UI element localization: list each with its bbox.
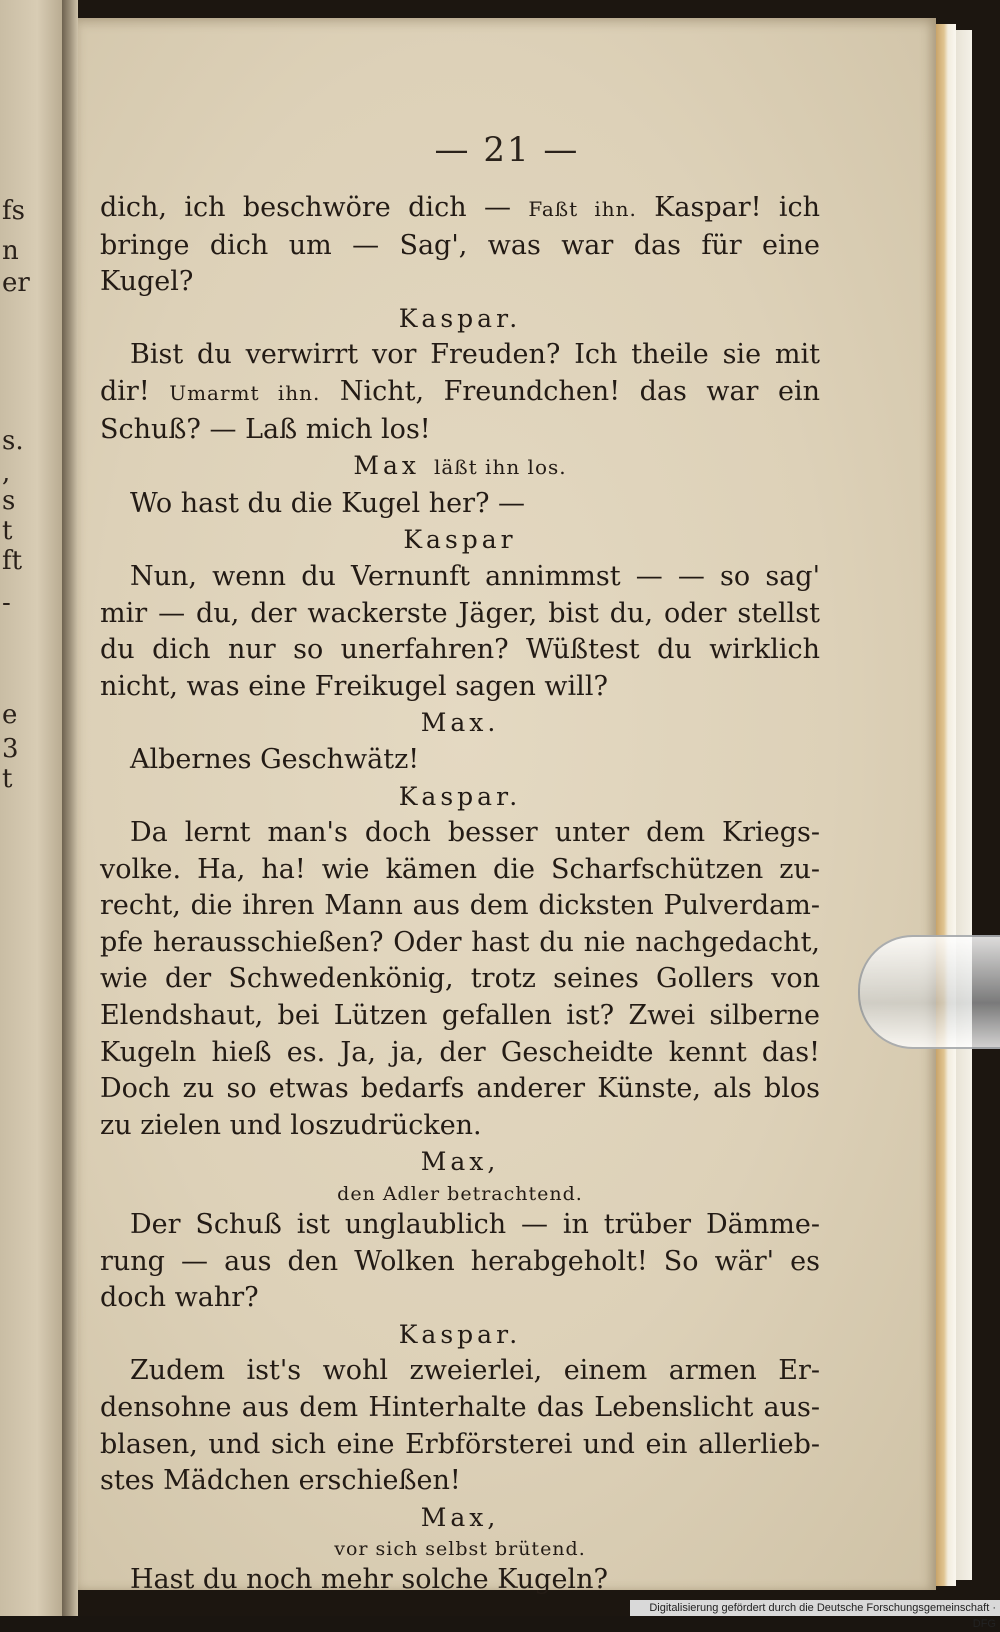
text-line: [100, 228, 820, 265]
text-line: [100, 815, 820, 852]
page-edge-stack: [956, 30, 972, 1580]
speaker-name: [100, 779, 820, 816]
text-line: [100, 374, 820, 412]
line-text: Elendshaut, bei Lützen gefallen ist? Zwei silberne: [100, 1000, 820, 1032]
line-text: Hast du noch mehr solche Kugeln?: [130, 1564, 608, 1596]
line-text: blasen, und sich eine Erbförsterei und ein allerlieb-: [100, 1428, 820, 1460]
left-page-text-fragment: e: [2, 700, 18, 730]
text-line: [100, 1035, 820, 1072]
speaker-label: Max: [353, 451, 420, 481]
speaker-name: [100, 301, 820, 338]
left-page-text-fragment: n: [2, 236, 19, 266]
text-line: [100, 337, 820, 374]
line-text: du dich nur so unerfahren? Wüßtest du wirklich: [100, 634, 820, 666]
text-line: [100, 1562, 820, 1599]
digitization-credit: Digitalisierung gefördert durch die Deutsche Forschungsgemeinschaft · DFG: [630, 1600, 1000, 1616]
stage-direction: den Adler betrachtend.: [337, 1183, 583, 1206]
left-page-text-fragment: ,: [2, 458, 11, 488]
text-line: [100, 190, 820, 228]
speaker-name: [100, 1317, 820, 1354]
line-text: nicht, was eine Freikugel sagen will?: [100, 670, 608, 702]
line-text: Kaspar! ich: [636, 192, 820, 223]
text-line: [100, 1108, 820, 1145]
text-line: [100, 1280, 820, 1317]
speaker-label: Kaspar: [403, 525, 517, 555]
stage-direction: vor sich selbst brütend.: [334, 1538, 586, 1561]
line-text: wie der Schwedenkönig, trotz seines Gollers von: [100, 963, 820, 995]
line-text: Albernes Geschwätz!: [130, 743, 420, 775]
text-line: [100, 925, 820, 962]
text-line: [100, 486, 820, 523]
text-line: [100, 1353, 820, 1390]
stage-direction: Faßt ihn.: [528, 197, 637, 221]
line-text: doch wahr?: [100, 1282, 259, 1314]
text-line: [100, 852, 820, 889]
speaker-label: Max.: [420, 708, 500, 738]
line-text: dich, ich beschwöre dich —: [100, 192, 529, 223]
line-text: stes Mädchen erschießen!: [100, 1465, 461, 1497]
left-page-text-fragment: 3: [2, 734, 19, 764]
line-text: Nicht, Freundchen! das war ein: [320, 375, 820, 407]
speaker-name: [100, 448, 820, 486]
text-line: [100, 961, 820, 998]
text-line: [100, 1244, 820, 1281]
speaker-name: [100, 1144, 820, 1181]
page-edge: [936, 24, 956, 1586]
speaker-name: [100, 705, 820, 742]
line-text: pfe herausschießen? Oder hast du nie nachgedacht,: [100, 926, 820, 958]
text-line: [100, 669, 820, 706]
left-page-text-fragment: fs: [2, 196, 25, 226]
page-text: [100, 190, 820, 1599]
stage-direction: läßt ihn los.: [433, 455, 567, 480]
line-text: Schuß? — Laß mich los!: [100, 413, 431, 445]
left-page-text-fragment: t: [2, 516, 13, 546]
line-text: Wo hast du die Kugel her? —: [130, 487, 526, 519]
line-text: Zudem ist's wohl zweierlei, einem armen Er-: [130, 1355, 820, 1387]
line-text: Kugel?: [100, 266, 194, 298]
text-line: [100, 596, 820, 633]
line-text: zu zielen und loszudrücken.: [100, 1109, 482, 1141]
text-line: [100, 264, 820, 301]
speaker-label: Kaspar.: [398, 303, 522, 333]
text-line: [100, 632, 820, 669]
text-line: [100, 1427, 820, 1464]
speaker-label: Kaspar.: [398, 781, 522, 811]
left-page-fragment: [0, 0, 62, 1616]
text-line: [100, 1071, 820, 1108]
text-line: [100, 559, 820, 596]
line-text: densohne aus dem Hinterhalte das Lebenslicht aus-: [100, 1392, 820, 1423]
line-text: Doch zu so etwas bedarfs anderer Künste, als blos: [100, 1073, 820, 1105]
text-line: [100, 1390, 820, 1427]
line-text: volke. Ha, ha! wie kämen die Scharfschützen zu-: [100, 853, 820, 885]
book-clip: [858, 935, 1000, 1049]
line-text: bringe dich um — Sag', was war das für eine: [100, 229, 820, 261]
speaker-label: Kaspar.: [398, 1319, 522, 1349]
left-page-text-fragment: -: [2, 588, 11, 618]
stage-direction: Umarmt ihn.: [169, 380, 321, 405]
speaker-label: Max,: [420, 1502, 500, 1532]
book-gutter: [62, 0, 78, 1616]
line-text: Bist du verwirrt vor Freuden? Ich theile sie mit: [130, 339, 820, 371]
speaker-name: [100, 522, 820, 559]
left-page-text-fragment: er: [2, 268, 30, 298]
page-number: — 21 —: [434, 130, 580, 170]
text-line: [100, 888, 820, 925]
line-text: Da lernt man's doch besser unter dem Kriegs-: [130, 817, 820, 849]
speaker-name: [100, 1500, 820, 1537]
line-text: Nun, wenn du Vernunft annimmst — — so sag': [130, 560, 820, 592]
line-text: recht, die ihren Mann aus dem dicksten Pulverdam-: [100, 890, 820, 922]
line-text: mir — du, der wackerste Jäger, bist du, oder stellst: [100, 597, 820, 629]
line-text: Der Schuß ist unglaublich — in trüber Dämme-: [130, 1209, 820, 1241]
line-text: dir!: [100, 375, 170, 407]
speaker-label: Max,: [420, 1147, 500, 1177]
text-line: [100, 998, 820, 1035]
text-line: [100, 742, 820, 779]
text-line: [100, 1207, 820, 1244]
line-text: rung — aus den Wolken herabgeholt! So wär' es: [100, 1245, 820, 1277]
line-text: Kugeln hieß es. Ja, ja, der Gescheidte kennt das!: [100, 1036, 820, 1068]
left-page-text-fragment: ft: [2, 546, 23, 576]
left-page-text-fragment: s.: [2, 426, 24, 456]
text-line: [100, 412, 820, 449]
text-line: [100, 1463, 820, 1500]
left-page-text-fragment: s: [2, 486, 16, 516]
left-page-text-fragment: t: [2, 764, 13, 794]
